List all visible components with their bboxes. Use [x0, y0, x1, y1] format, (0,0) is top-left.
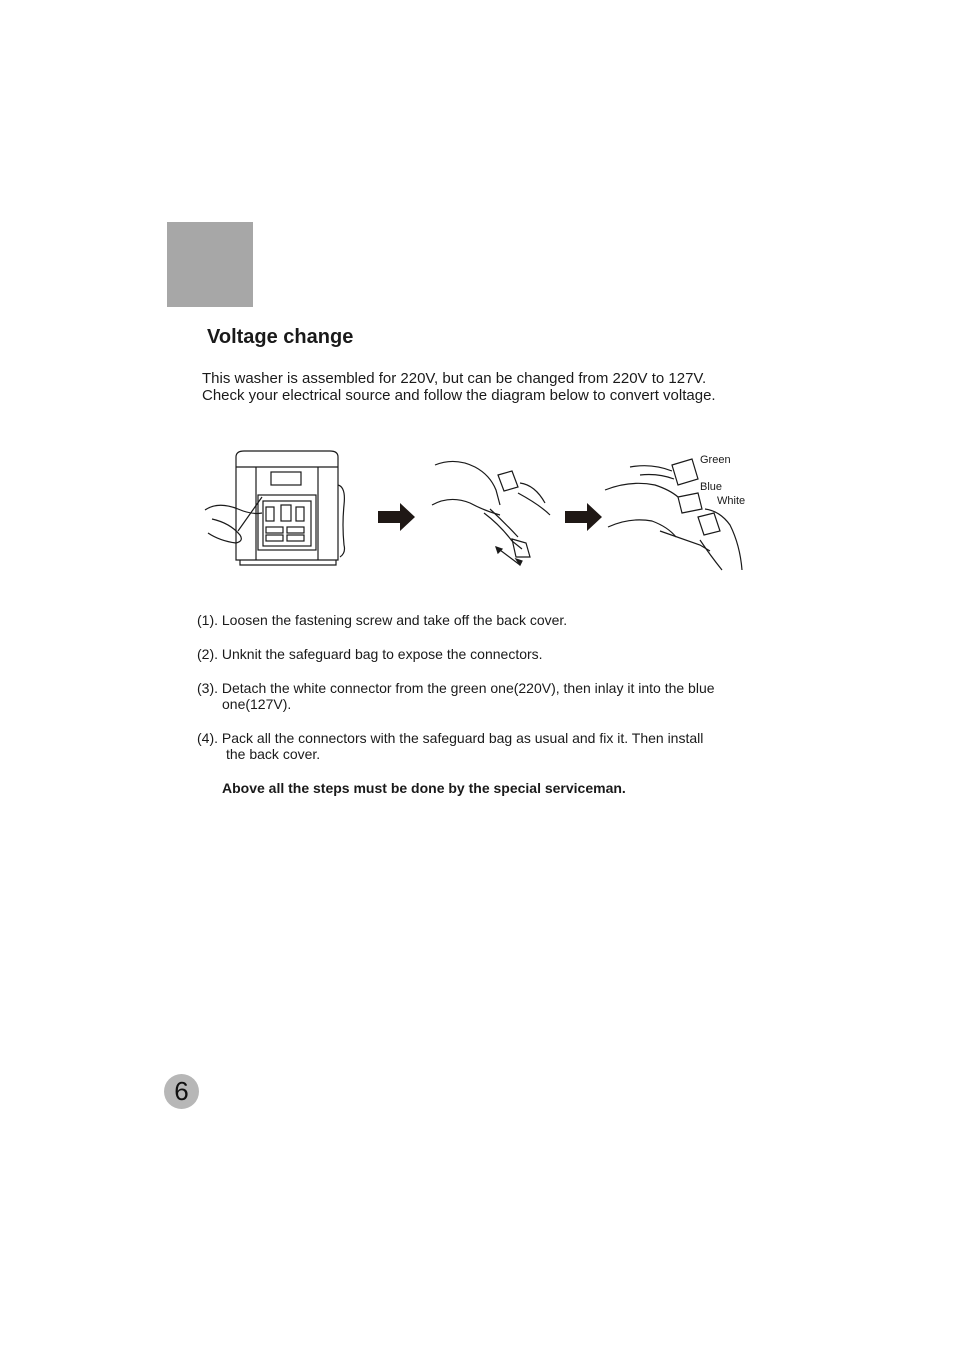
- step-2: [197, 646, 543, 662]
- step-4: [197, 730, 703, 762]
- diagram-illustration: [200, 445, 760, 580]
- step-1: [197, 612, 567, 628]
- connectors-drawing: [605, 459, 742, 570]
- washer-back-drawing: [205, 451, 345, 565]
- intro-line-1: This washer is assembled for 220V, but can be changed from 220V to 127V.: [202, 370, 707, 387]
- step-3: [197, 680, 715, 712]
- section-title: Voltage change: [207, 326, 354, 348]
- step-4-line-2: the back cover.: [226, 746, 321, 762]
- label-green: Green: [700, 454, 731, 466]
- arrow-right-icon-1: [378, 503, 415, 531]
- arrow-right-icon-2: [565, 503, 602, 531]
- unknit-bag-drawing: [432, 461, 550, 565]
- step-3-line-1: (3). Detach the white connector from the green one(220V), then inlay it into the blue: [197, 680, 715, 696]
- voltage-change-diagram: [200, 445, 760, 580]
- warning-note: Above all the steps must be done by the special serviceman.: [222, 780, 626, 796]
- intro-paragraph: [202, 370, 716, 404]
- section-marker-block: [167, 222, 253, 307]
- label-blue: Blue: [700, 481, 723, 493]
- step-3-line-2: one(127V).: [222, 696, 292, 712]
- label-white: White: [717, 495, 746, 507]
- intro-line-2: Check your electrical source and follow the diagram below to convert voltage.: [202, 387, 716, 404]
- step-2-line-1: (2). Unknit the safeguard bag to expose the connectors.: [197, 646, 543, 662]
- step-4-line-1: (4). Pack all the connectors with the safeguard bag as usual and fix it. Then install: [197, 730, 704, 746]
- page-number: 6: [164, 1074, 199, 1109]
- step-1-line-1: (1). Loosen the fastening screw and take off the back cover.: [197, 612, 568, 628]
